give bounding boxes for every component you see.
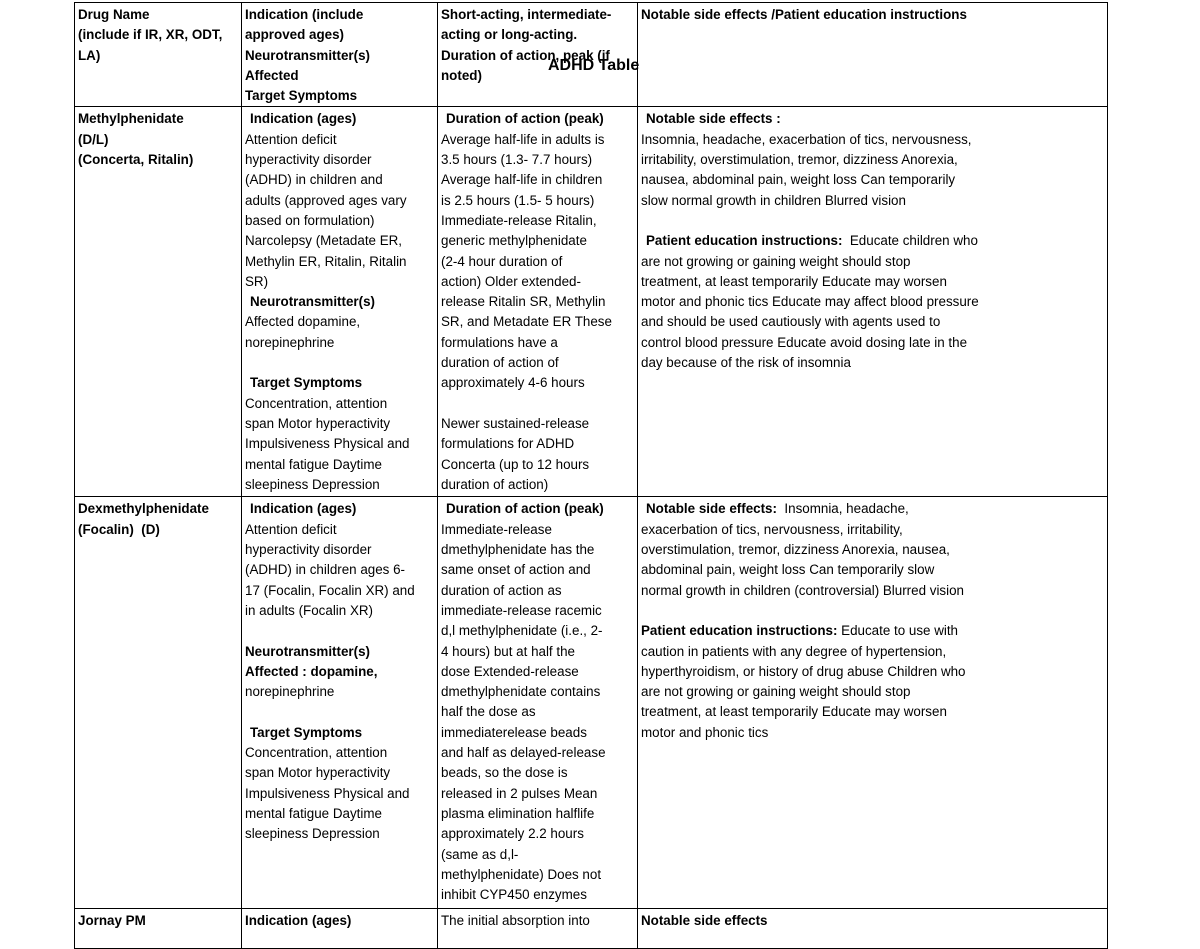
- header-side-effects: [638, 3, 1108, 107]
- cell-text: treatment, at least temporarily Educate may worsen: [641, 704, 947, 720]
- header-text: Duration of action, peak (if: [441, 47, 610, 63]
- cell-text: Educate children who: [842, 233, 978, 249]
- duration-cell: [438, 107, 638, 497]
- side-effects-label: Notable side effects :: [646, 111, 781, 127]
- header-text: Short-acting, intermediate-: [441, 7, 612, 22]
- neurotransmitter-label: Neurotransmitter(s): [250, 294, 376, 310]
- cell-text: dmethylphenidate has the: [441, 542, 595, 558]
- cell-text: SR): [245, 273, 269, 289]
- cell-text: treatment, at least temporarily Educate may worsen: [641, 273, 947, 289]
- cell-text: norepinephrine: [245, 684, 335, 700]
- cell-text: same onset of action and: [441, 562, 591, 578]
- cell-text: immediaterelease beads: [441, 724, 587, 740]
- patient-education-label: Patient education instructions:: [641, 623, 838, 639]
- indication-cell: [242, 497, 438, 909]
- cell-text: and should be used cautiously with agents used to: [641, 314, 941, 330]
- cell-text: generic methylphenidate: [441, 233, 587, 249]
- cell-text: slow normal growth in children Blurred vision: [641, 192, 906, 208]
- cell-text: abdominal pain, weight loss Can temporarily slow: [641, 562, 935, 578]
- cell-text: Attention deficit: [245, 131, 337, 147]
- cell-text: are not growing or gaining weight should stop: [641, 253, 911, 269]
- cell-text: sleepiness Depression: [245, 826, 380, 842]
- cell-text: Immediate-release Ritalin,: [441, 212, 597, 228]
- header-drug-name: [75, 3, 242, 107]
- cell-text: release Ritalin SR, Methylin: [441, 294, 606, 310]
- neurotransmitter-label: Neurotransmitter(s): [245, 643, 371, 659]
- drug-name-cell: [75, 909, 242, 949]
- cell-text: immediate-release racemic: [441, 602, 602, 618]
- cell-text: exacerbation of tics, nervousness, irritability,: [641, 521, 903, 537]
- side-effects-label: Notable side effects: [641, 913, 768, 929]
- cell-text: action) Older extended-: [441, 273, 581, 289]
- cell-text: and half as delayed-release: [441, 745, 606, 761]
- duration-label: Duration of action (peak): [446, 501, 604, 517]
- cell-text: Concentration, attention: [245, 395, 388, 411]
- cell-text: Insomnia, headache,: [776, 501, 909, 517]
- drug-name: Jornay PM: [78, 913, 146, 929]
- cell-text: normal growth in children (controversial) Blurred vision: [641, 582, 964, 598]
- duration-label: Duration of action (peak): [446, 111, 604, 127]
- header-duration: [438, 3, 638, 107]
- header-indication: [242, 3, 438, 107]
- patient-education-line: [641, 621, 1104, 641]
- cell-text: is 2.5 hours (1.5- 5 hours): [441, 192, 595, 208]
- patient-education-line: [641, 231, 1104, 251]
- drug-name: Dexmethylphenidate: [78, 501, 209, 517]
- indication-label: Indication (ages): [250, 111, 357, 127]
- side-effects-cell: [638, 107, 1108, 497]
- cell-text: Attention deficit: [245, 521, 337, 537]
- cell-text: dose Extended-release: [441, 663, 579, 679]
- drug-name: (Concerta, Ritalin): [78, 152, 194, 168]
- cell-text: Affected dopamine,: [245, 314, 361, 330]
- cell-text: methylphenidate) Does not: [441, 866, 602, 882]
- drug-name: (D/L): [78, 131, 109, 147]
- spacer: [245, 702, 434, 722]
- cell-text: irritability, overstimulation, tremor, dizziness Anorexia,: [641, 152, 958, 168]
- cell-text: (ADHD) in children and: [245, 172, 383, 188]
- table-header-row: [75, 3, 1108, 107]
- cell-text: mental fatigue Daytime: [245, 805, 382, 821]
- cell-text: SR, and Metadate ER These: [441, 314, 612, 330]
- cell-text: d,l methylphenidate (i.e., 2-: [441, 623, 603, 639]
- cell-text: day because of the risk of insomnia: [641, 355, 851, 371]
- patient-education-label: Patient education instructions:: [646, 233, 843, 249]
- cell-text: Newer sustained-release: [441, 415, 590, 431]
- spacer: [441, 394, 634, 414]
- drug-name-cell: [75, 497, 242, 909]
- cell-text: in adults (Focalin XR): [245, 602, 374, 618]
- side-effects-cell: [638, 909, 1108, 949]
- adhd-table: [74, 2, 1108, 949]
- header-text: (include if IR, XR, ODT,: [78, 27, 223, 43]
- side-effects-label: Notable side effects:: [646, 501, 777, 517]
- cell-text: dmethylphenidate contains: [441, 684, 601, 700]
- cell-text: control blood pressure Educate avoid dosing late in the: [641, 334, 968, 350]
- cell-text: approximately 4-6 hours: [441, 375, 585, 391]
- cell-text: duration of action of: [441, 355, 559, 371]
- cell-text: span Motor hyperactivity: [245, 415, 391, 431]
- cell-text: Methylin ER, Ritalin, Ritalin: [245, 253, 407, 269]
- cell-text: Impulsiveness Physical and: [245, 785, 410, 801]
- header-text: noted): [441, 67, 482, 83]
- cell-text: adults (approved ages vary: [245, 192, 407, 208]
- header-text: Notable side effects /Patient education instructions: [641, 7, 967, 22]
- cell-text: caution in patients with any degree of hypertension,: [641, 643, 947, 659]
- duration-cell: [438, 909, 638, 949]
- table-row: [75, 107, 1108, 497]
- cell-text: beads, so the dose is: [441, 765, 568, 781]
- indication-label: Indication (ages): [250, 501, 357, 517]
- cell-text: (same as d,l-: [441, 846, 519, 862]
- drug-name: (Focalin) (D): [78, 521, 160, 537]
- cell-text: Educate to use with: [837, 623, 959, 639]
- header-text: approved ages): [245, 27, 344, 43]
- cell-text: mental fatigue Daytime: [245, 456, 382, 472]
- cell-text: duration of action as: [441, 582, 562, 598]
- cell-text: motor and phonic tics Educate may affect blood pressure: [641, 294, 979, 310]
- cell-text: 3.5 hours (1.3- 7.7 hours): [441, 152, 593, 168]
- cell-text: hyperactivity disorder: [245, 542, 372, 558]
- drug-name: Methylphenidate: [78, 111, 184, 127]
- cell-text: Average half-life in adults is: [441, 131, 605, 147]
- duration-cell: [438, 497, 638, 909]
- cell-text: motor and phonic tics: [641, 724, 769, 740]
- cell-text: released in 2 pulses Mean: [441, 785, 598, 801]
- cell-text: inhibit CYP450 enzymes: [441, 887, 587, 903]
- cell-text: Immediate-release: [441, 521, 552, 537]
- cell-text: hyperthyroidism, or history of drug abuse Children who: [641, 663, 966, 679]
- cell-text: formulations for ADHD: [441, 436, 575, 452]
- target-symptoms-label: Target Symptoms: [250, 724, 363, 740]
- drug-name-cell: [75, 107, 242, 497]
- cell-text: (2-4 hour duration of: [441, 253, 563, 269]
- indication-cell: [242, 909, 438, 949]
- indication-label: Indication (ages): [245, 913, 352, 929]
- side-effects-line: [641, 499, 1104, 519]
- header-text: Drug Name: [78, 7, 150, 22]
- spacer: [245, 621, 434, 641]
- cell-text: duration of action): [441, 476, 549, 492]
- cell-text: sleepiness Depression: [245, 476, 380, 492]
- cell-text: formulations have a: [441, 334, 558, 350]
- cell-text: Impulsiveness Physical and: [245, 436, 410, 452]
- cell-text: overstimulation, tremor, dizziness Anorexia, nausea,: [641, 542, 950, 558]
- cell-text: plasma elimination halflife: [441, 805, 595, 821]
- header-text: Neurotransmitter(s): [245, 47, 371, 63]
- header-text: acting or long-acting.: [441, 27, 578, 43]
- neurotransmitter-label: Affected : dopamine,: [245, 663, 378, 679]
- cell-text: norepinephrine: [245, 334, 335, 350]
- cell-text: span Motor hyperactivity: [245, 765, 391, 781]
- cell-text: Average half-life in children: [441, 172, 603, 188]
- cell-text: based on formulation): [245, 212, 375, 228]
- header-text: LA): [78, 47, 101, 63]
- cell-text: Concerta (up to 12 hours: [441, 456, 590, 472]
- cell-text: 17 (Focalin, Focalin XR) and: [245, 582, 415, 598]
- cell-text: approximately 2.2 hours: [441, 826, 584, 842]
- spacer: [641, 601, 1104, 621]
- table-row: [75, 909, 1108, 949]
- cell-text: The initial absorption into: [441, 913, 590, 929]
- header-text: Affected: [245, 67, 299, 83]
- cell-text: (ADHD) in children ages 6-: [245, 562, 406, 578]
- header-text: Target Symptoms: [245, 88, 358, 104]
- cell-text: Concentration, attention: [245, 745, 388, 761]
- target-symptoms-label: Target Symptoms: [250, 375, 363, 391]
- table-row: [75, 497, 1108, 909]
- cell-text: half the dose as: [441, 704, 536, 720]
- cell-text: 4 hours) but at half the: [441, 643, 575, 659]
- cell-text: Narcolepsy (Metadate ER,: [245, 233, 403, 249]
- cell-text: nausea, abdominal pain, weight loss Can temporarily: [641, 172, 956, 188]
- header-text: Indication (include: [245, 7, 364, 22]
- cell-text: Insomnia, headache, exacerbation of tics, nervousness,: [641, 131, 972, 147]
- spacer: [641, 211, 1104, 231]
- indication-cell: [242, 107, 438, 497]
- cell-text: hyperactivity disorder: [245, 152, 372, 168]
- spacer: [245, 353, 434, 373]
- document-title: ADHD Table: [548, 57, 640, 74]
- cell-text: are not growing or gaining weight should stop: [641, 684, 911, 700]
- side-effects-cell: [638, 497, 1108, 909]
